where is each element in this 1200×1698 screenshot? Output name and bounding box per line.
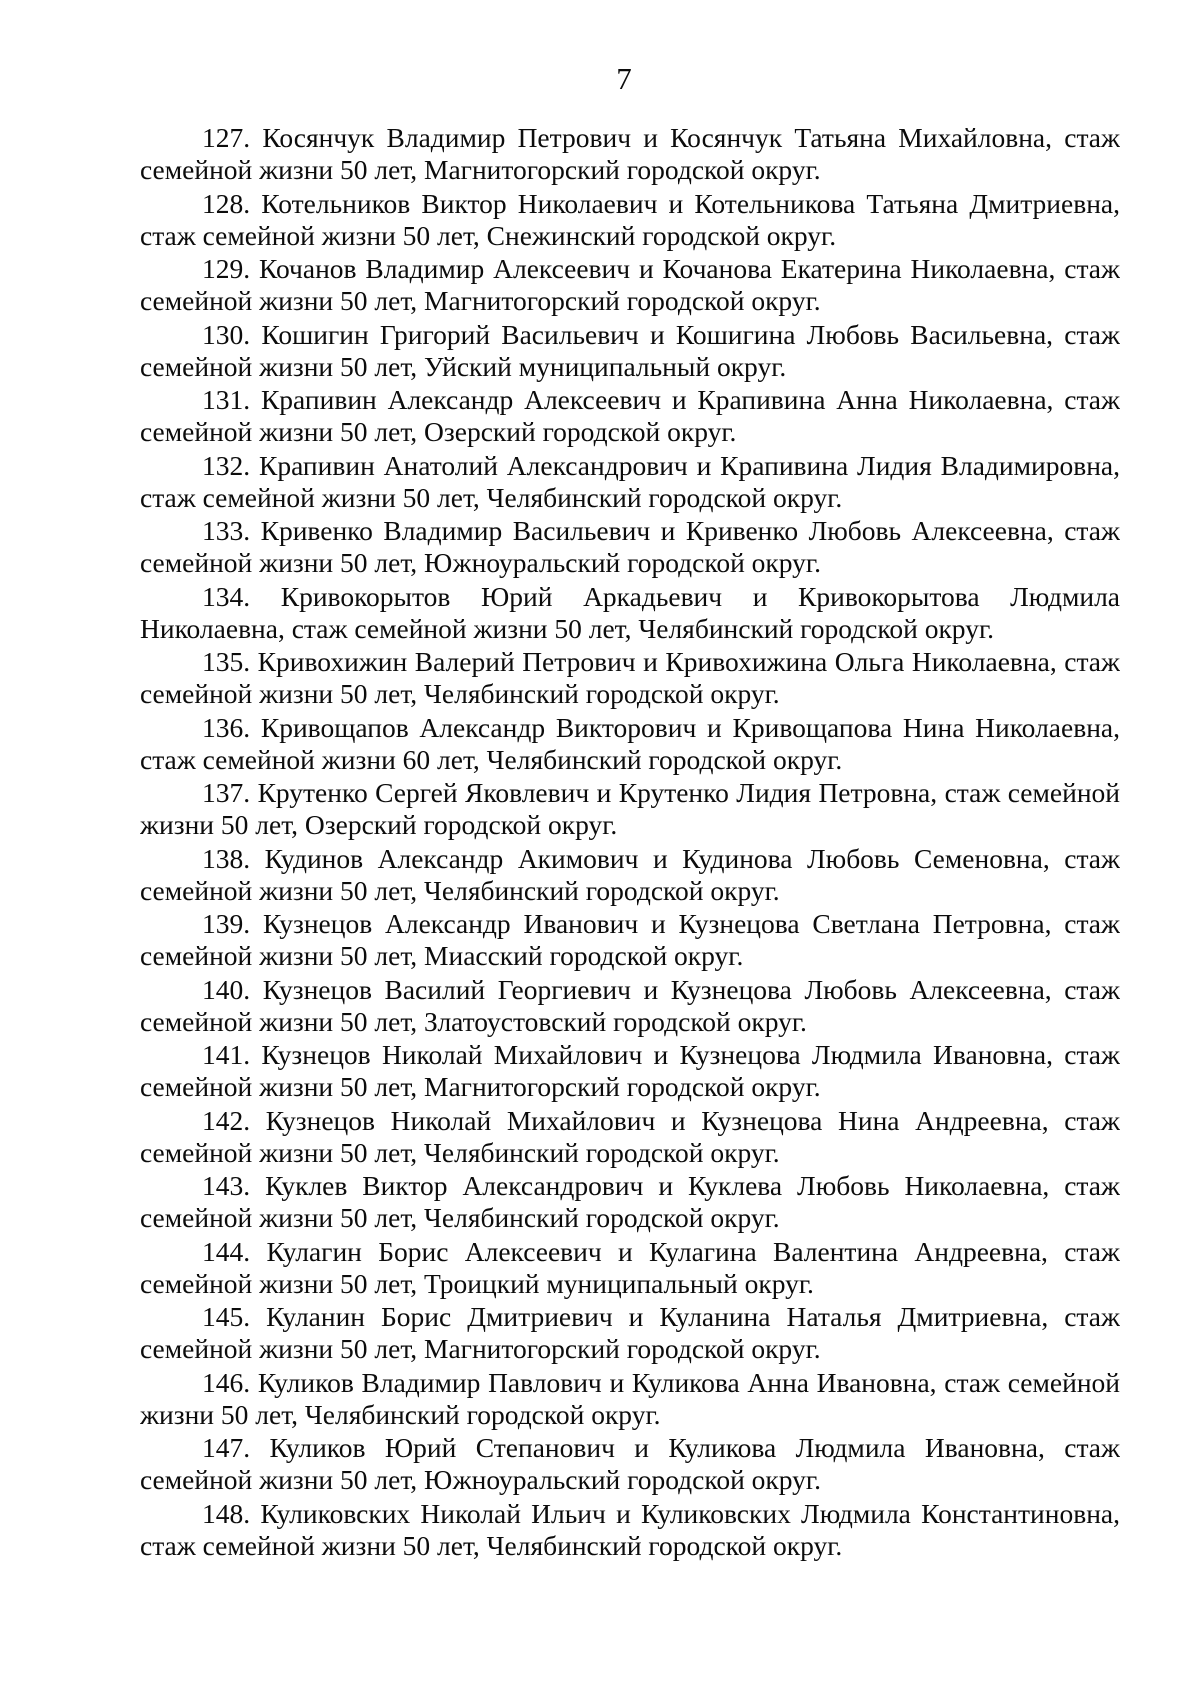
entry-text: Кудинов Александр Акимович и Кудинова Любовь Семеновна, стаж семейной жизни 50 лет, Челябинский городской округ. xyxy=(140,842,1120,906)
entry-text: Куланин Борис Дмитриевич и Куланина Наталья Дмитриевна, стаж семейной жизни 50 лет, Магнитогорский городской округ. xyxy=(140,1301,1120,1364)
entry-text: Кузнецов Василий Георгиевич и Кузнецова Любовь Алексеевна, стаж семейной жизни 50 лет, Златоустовский городской округ. xyxy=(140,973,1120,1037)
entry-number: 147. xyxy=(202,1432,251,1463)
entry-number: 136. xyxy=(202,711,251,743)
entries-list xyxy=(140,122,1120,1563)
entry-text: Косянчук Владимир Петрович и Косянчук Татьяна Михайловна, стаж семейной жизни 50 лет, Магнитогорский городской округ. xyxy=(140,122,1120,185)
entry-number: 134. xyxy=(202,580,251,612)
list-item xyxy=(140,843,1120,909)
list-item xyxy=(140,1236,1120,1302)
entry-number: 135. xyxy=(202,646,251,677)
entry-text: Котельников Виктор Николаевич и Котельникова Татьяна Дмитриевна, стаж семейной жизни 50 лет, Снежинский городской округ. xyxy=(140,187,1120,251)
entry-text: Крутенко Сергей Яковлевич и Крутенко Лидия Петровна, стаж семейной жизни 50 лет, Озерский городской округ. xyxy=(140,777,1120,840)
list-item xyxy=(140,1367,1120,1433)
list-item xyxy=(140,777,1120,843)
entry-text: Кошигин Григорий Васильевич и Кошигина Любовь Васильевна, стаж семейной жизни 50 лет, Уйский муниципальный округ. xyxy=(140,318,1120,382)
entry-text: Крапивин Александр Алексеевич и Крапивина Анна Николаевна, стаж семейной жизни 50 лет, Озерский городской округ. xyxy=(140,384,1120,447)
entry-text: Кривощапов Александр Викторович и Кривощапова Нина Николаевна, стаж семейной жизни 60 лет, Челябинский городской округ. xyxy=(140,711,1120,775)
entry-text: Куликовских Николай Ильич и Куликовских Людмила Константиновна, стаж семейной жизни 50 лет, Челябинский городской округ. xyxy=(140,1497,1120,1561)
list-item xyxy=(140,384,1120,450)
list-item xyxy=(140,319,1120,385)
entry-number: 129. xyxy=(202,253,251,284)
entry-text: Кривокорытов Юрий Аркадьевич и Кривокорытова Людмила Николаевна, стаж семейной жизни 50 лет, Челябинский городской округ. xyxy=(140,580,1120,644)
entry-number: 127. xyxy=(202,122,251,153)
list-item xyxy=(140,1498,1120,1564)
page-number: 7 xyxy=(616,61,632,96)
entry-text: Куликов Владимир Павлович и Куликова Анна Ивановна, стаж семейной жизни 50 лет, Челябинский городской округ. xyxy=(140,1366,1120,1430)
entry-text: Кривохижин Валерий Петрович и Кривохижина Ольга Николаевна, стаж семейной жизни 50 лет, Челябинский городской округ. xyxy=(140,646,1120,709)
entry-number: 137. xyxy=(202,777,251,808)
entry-number: 144. xyxy=(202,1235,251,1267)
entry-number: 139. xyxy=(202,908,251,939)
list-item xyxy=(140,188,1120,254)
list-item xyxy=(140,1170,1120,1236)
list-item xyxy=(140,515,1120,581)
entry-number: 132. xyxy=(202,449,251,481)
entry-text: Кривенко Владимир Васильевич и Кривенко Любовь Алексеевна, стаж семейной жизни 50 лет, Южноуральский городской округ. xyxy=(140,515,1120,578)
entry-number: 148. xyxy=(202,1497,251,1529)
entry-text: Крапивин Анатолий Александрович и Крапивина Лидия Владимировна, стаж семейной жизни 50 лет, Челябинский городской округ. xyxy=(140,449,1120,513)
list-item xyxy=(140,908,1120,974)
entry-number: 138. xyxy=(202,842,251,874)
entry-text: Кузнецов Александр Иванович и Кузнецова Светлана Петровна, стаж семейной жизни 50 лет, Миасский городской округ. xyxy=(140,908,1120,971)
entry-number: 130. xyxy=(202,318,251,350)
entry-number: 131. xyxy=(202,384,251,415)
entry-number: 141. xyxy=(202,1039,251,1070)
list-item xyxy=(140,581,1120,647)
list-item xyxy=(140,1432,1120,1498)
entry-text: Куклев Виктор Александрович и Куклева Любовь Николаевна, стаж семейной жизни 50 лет, Челябинский городской округ. xyxy=(140,1170,1120,1233)
entry-number: 145. xyxy=(202,1301,251,1332)
entry-text: Кочанов Владимир Алексеевич и Кочанова Екатерина Николаевна, стаж семейной жизни 50 лет, Магнитогорский городской округ. xyxy=(140,253,1120,316)
entry-number: 146. xyxy=(202,1366,251,1398)
list-item xyxy=(140,450,1120,516)
list-item xyxy=(140,1039,1120,1105)
list-item xyxy=(140,646,1120,712)
list-item xyxy=(140,122,1120,188)
entry-text: Куликов Юрий Степанович и Куликова Людмила Ивановна, стаж семейной жизни 50 лет, Южноуральский городской округ. xyxy=(140,1432,1120,1495)
entry-number: 140. xyxy=(202,973,251,1005)
entry-number: 128. xyxy=(202,187,251,219)
entry-number: 142. xyxy=(202,1104,251,1136)
list-item xyxy=(140,1301,1120,1367)
list-item xyxy=(140,253,1120,319)
entry-text: Кузнецов Николай Михайлович и Кузнецова Нина Андреевна, стаж семейной жизни 50 лет, Челябинский городской округ. xyxy=(140,1104,1120,1168)
list-item xyxy=(140,1105,1120,1171)
entry-number: 133. xyxy=(202,515,251,546)
entry-text: Кулагин Борис Алексеевич и Кулагина Валентина Андреевна, стаж семейной жизни 50 лет, Троицкий муниципальный округ. xyxy=(140,1235,1120,1299)
list-item xyxy=(140,712,1120,778)
entry-text: Кузнецов Николай Михайлович и Кузнецова Людмила Ивановна, стаж семейной жизни 50 лет, Магнитогорский городской округ. xyxy=(140,1039,1120,1102)
entry-number: 143. xyxy=(202,1170,251,1201)
list-item xyxy=(140,974,1120,1040)
